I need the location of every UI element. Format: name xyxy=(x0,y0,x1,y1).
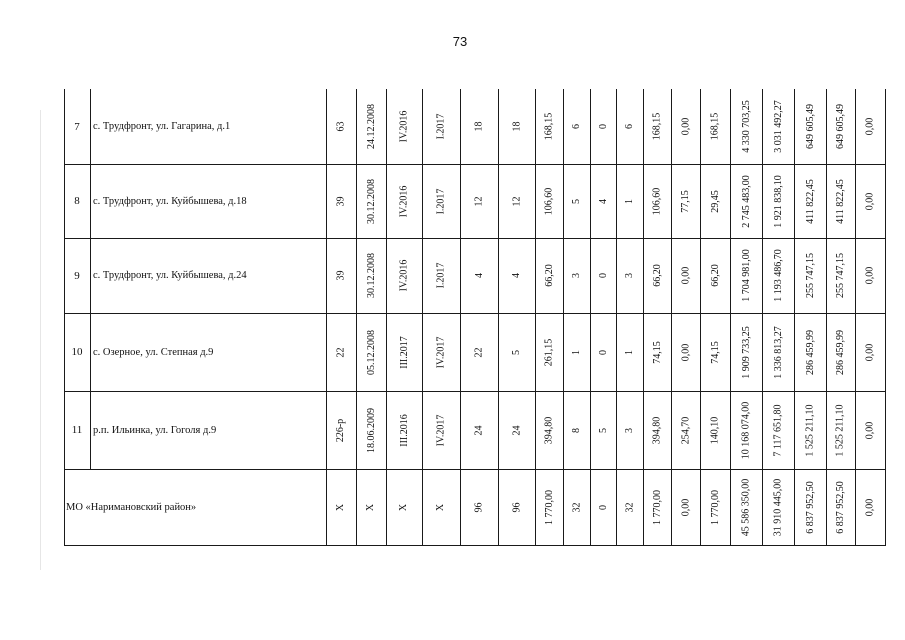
row-value-text: 66,20 xyxy=(651,264,663,287)
row-value xyxy=(855,391,885,469)
row-value xyxy=(422,164,460,238)
row-value xyxy=(563,391,590,469)
row-value xyxy=(700,391,730,469)
row-value xyxy=(422,313,460,391)
row-value-text: 22 xyxy=(473,347,485,357)
row-value-text: 411 822,45 xyxy=(835,178,847,224)
row-value-text: 0,00 xyxy=(680,266,691,285)
row-value xyxy=(730,89,762,164)
row-value-text: IV.2017 xyxy=(435,336,447,368)
row-value-text: 0,00 xyxy=(864,266,876,285)
total-value xyxy=(590,469,616,545)
row-value xyxy=(535,313,563,391)
total-label: МО «Наримановский район» xyxy=(66,501,197,513)
row-address: р.п. Ильинка, ул. Гоголя д.9 xyxy=(93,424,217,436)
row-value xyxy=(422,391,460,469)
row-value-text: 30.12.2008 xyxy=(365,178,377,224)
page-fold-shadow xyxy=(40,110,41,570)
row-value-text: 254,70 xyxy=(680,416,691,444)
total-value xyxy=(762,469,794,545)
row-value-text: 5 xyxy=(571,198,582,204)
row-value xyxy=(460,164,498,238)
row-value xyxy=(326,238,356,313)
row-value-text: 8 xyxy=(571,427,582,433)
total-value xyxy=(356,469,386,545)
row-value xyxy=(356,89,386,164)
row-value-text: 0 xyxy=(597,124,609,129)
row-value xyxy=(498,164,535,238)
row-value xyxy=(498,89,535,164)
row-value-text: I.2017 xyxy=(435,113,447,140)
row-value xyxy=(460,313,498,391)
total-value-text: 0,00 xyxy=(680,498,691,516)
row-value xyxy=(730,391,762,469)
row-value xyxy=(616,313,643,391)
row-value xyxy=(730,238,762,313)
row-value xyxy=(590,313,616,391)
row-value-text: 394,80 xyxy=(651,416,663,444)
total-value-text: X xyxy=(435,503,447,511)
row-value-text: 649 605,49 xyxy=(804,104,816,149)
row-value-text: IV.2016 xyxy=(398,185,410,217)
row-value-text: IV.2016 xyxy=(398,259,410,292)
row-value xyxy=(671,238,700,313)
row-value-text: 2 745 483,00 xyxy=(740,174,752,228)
row-value-text: 1 193 486,70 xyxy=(772,249,784,302)
row-value-text: 24 xyxy=(473,425,485,435)
row-value xyxy=(326,89,356,164)
row-value-text: 05.12.2008 xyxy=(365,329,377,375)
row-value-text: 77,15 xyxy=(680,189,691,213)
row-value xyxy=(460,391,498,469)
total-value xyxy=(563,469,590,545)
total-value-text: 0,00 xyxy=(864,498,876,516)
row-value-text: 3 031 492,27 xyxy=(772,100,784,153)
row-value-text: 1 525 211,10 xyxy=(804,403,816,457)
row-value xyxy=(356,313,386,391)
row-value-text: 168,15 xyxy=(709,112,721,141)
row-value-text: 106,60 xyxy=(651,187,663,215)
total-value-text: 1 770,00 xyxy=(651,489,663,525)
row-value xyxy=(643,238,671,313)
total-value-text: 96 xyxy=(473,502,485,512)
total-value xyxy=(422,469,460,545)
row-value-text: 4 xyxy=(511,273,522,278)
row-value-text: 261,15 xyxy=(543,338,555,366)
total-value xyxy=(386,469,422,545)
row-value-text: 649 605,49 xyxy=(835,104,846,149)
row-address: с. Трудфронт, ул. Куйбышева, д.18 xyxy=(93,195,247,207)
row-value xyxy=(386,89,422,164)
row-value-text: 18.06.2009 xyxy=(365,407,377,453)
row-value-text: 106,60 xyxy=(543,187,555,215)
row-value xyxy=(386,164,422,238)
row-value xyxy=(498,391,535,469)
row-value-text: 3 xyxy=(624,273,635,278)
total-value xyxy=(535,469,563,545)
row-value-text: 4 xyxy=(473,273,485,278)
row-value xyxy=(794,238,826,313)
row-number: 9 xyxy=(74,269,80,282)
row-value xyxy=(535,89,563,164)
row-value xyxy=(794,391,826,469)
row-value-text: 22 xyxy=(335,347,347,357)
row-value xyxy=(762,164,794,238)
row-value xyxy=(356,164,386,238)
row-value-text: 1 704 981,00 xyxy=(740,249,752,302)
row-value xyxy=(326,164,356,238)
row-value-text: 12 xyxy=(473,196,485,206)
row-value xyxy=(700,89,730,164)
row-value xyxy=(671,313,700,391)
row-value-text: 4 330 703,25 xyxy=(740,100,752,153)
total-value xyxy=(643,469,671,545)
row-value xyxy=(535,391,563,469)
row-address: с. Трудфронт, ул. Гагарина, д.1 xyxy=(93,121,231,132)
row-value-text: 1 336 813,27 xyxy=(772,325,784,379)
row-value-text: 255 747,15 xyxy=(835,253,846,298)
row-value-text: 6 xyxy=(571,124,582,129)
row-value-text: I.2017 xyxy=(435,262,447,289)
row-value-text: 394,80 xyxy=(543,416,555,444)
row-value xyxy=(535,164,563,238)
row-value xyxy=(356,391,386,469)
row-value xyxy=(563,164,590,238)
row-value xyxy=(700,238,730,313)
row-value-text: IV.2016 xyxy=(398,110,410,143)
total-value xyxy=(700,469,730,545)
row-value xyxy=(535,238,563,313)
row-value-text: 18 xyxy=(511,121,522,132)
row-value-text: 4 xyxy=(597,198,609,204)
row-value-text: 7 117 651,80 xyxy=(772,403,784,457)
row-value-text: 12 xyxy=(511,196,522,206)
row-value-text: 66,20 xyxy=(543,264,555,287)
total-value-text: X xyxy=(365,503,377,511)
total-value xyxy=(460,469,498,545)
row-value xyxy=(590,164,616,238)
row-value-text: 18 xyxy=(473,121,485,132)
row-value-text: IV.2017 xyxy=(435,414,447,446)
row-value-text: 0 xyxy=(597,349,609,355)
row-number: 7 xyxy=(74,120,80,133)
row-value xyxy=(643,313,671,391)
total-value-text: 1 770,00 xyxy=(543,489,555,525)
row-value-text: 286 459,99 xyxy=(835,329,846,375)
row-value xyxy=(855,164,885,238)
row-value xyxy=(460,238,498,313)
row-value-text: 286 459,99 xyxy=(804,329,816,375)
data-table xyxy=(64,89,885,545)
row-value xyxy=(826,391,855,469)
row-value-text: 1 525 211,10 xyxy=(835,403,847,457)
page-number: 73 xyxy=(452,34,468,49)
row-value-text: 1 921 838,10 xyxy=(772,174,784,228)
row-value xyxy=(671,164,700,238)
total-value xyxy=(326,469,356,545)
total-value-text: 45 586 350,00 xyxy=(740,478,752,536)
row-value xyxy=(616,391,643,469)
row-value xyxy=(616,164,643,238)
row-value-text: 168,15 xyxy=(543,112,555,141)
row-value xyxy=(386,391,422,469)
row-value-text: 66,20 xyxy=(709,264,721,287)
total-value-text: 6 837 952,50 xyxy=(835,480,846,534)
total-value xyxy=(498,469,535,545)
row-value-text: 1 xyxy=(624,198,635,204)
row-value xyxy=(460,89,498,164)
total-value-text: 6 837 952,50 xyxy=(804,480,816,534)
row-value xyxy=(326,391,356,469)
row-value-text: 24 xyxy=(511,425,522,435)
row-value xyxy=(643,391,671,469)
total-value xyxy=(616,469,643,545)
total-value-text: 1 770,00 xyxy=(709,489,721,525)
row-value xyxy=(563,89,590,164)
row-value xyxy=(356,238,386,313)
row-value-text: 140,10 xyxy=(709,416,721,444)
total-value-text: X xyxy=(335,503,347,511)
total-value xyxy=(855,469,885,545)
row-value-text: 168,15 xyxy=(651,112,663,141)
row-value xyxy=(326,313,356,391)
row-value-text: 1 xyxy=(624,349,635,355)
row-value-text: 1 909 733,25 xyxy=(740,325,752,379)
row-value xyxy=(855,238,885,313)
row-value-text: 5 xyxy=(511,349,522,355)
row-value-text: 0,00 xyxy=(864,343,876,361)
row-value-text: 29,45 xyxy=(709,189,721,213)
row-value-text: 74,15 xyxy=(651,340,663,364)
row-value xyxy=(671,391,700,469)
row-value-text: 0,00 xyxy=(864,421,876,439)
row-value xyxy=(762,391,794,469)
row-value-text: 0,00 xyxy=(864,192,876,210)
row-value-text: 39 xyxy=(335,196,347,206)
row-value xyxy=(643,164,671,238)
row-value xyxy=(855,313,885,391)
row-value-text: 255 747,15 xyxy=(804,253,816,298)
row-value xyxy=(386,313,422,391)
total-value xyxy=(794,469,826,545)
row-value xyxy=(590,89,616,164)
row-value xyxy=(762,313,794,391)
row-value xyxy=(590,238,616,313)
row-value xyxy=(671,89,700,164)
row-value-text: 411 822,45 xyxy=(804,178,816,224)
row-value xyxy=(700,313,730,391)
row-value-text: 10 168 074,00 xyxy=(740,401,752,459)
row-address: с. Озерное, ул. Степная д.9 xyxy=(93,346,214,358)
row-value-text: 226-р xyxy=(335,418,347,442)
row-value xyxy=(563,238,590,313)
row-value xyxy=(386,238,422,313)
row-value xyxy=(590,391,616,469)
total-value-text: 32 xyxy=(624,502,635,512)
total-value xyxy=(671,469,700,545)
row-value xyxy=(794,164,826,238)
row-address: с. Трудфронт, ул. Куйбышева, д.24 xyxy=(93,270,247,281)
row-value-text: 63 xyxy=(335,121,347,132)
row-value xyxy=(498,313,535,391)
total-value-text: 0 xyxy=(597,504,609,510)
row-value xyxy=(826,238,855,313)
row-number: 11 xyxy=(71,424,83,436)
row-value-text: III.2017 xyxy=(398,335,410,369)
row-value-text: 0,00 xyxy=(864,117,876,136)
row-value xyxy=(762,89,794,164)
row-value xyxy=(616,238,643,313)
total-value-text: 96 xyxy=(511,502,522,512)
row-value xyxy=(826,313,855,391)
row-value-text: I.2017 xyxy=(435,188,447,214)
row-value-text: 39 xyxy=(335,270,347,281)
total-value xyxy=(730,469,762,545)
row-value xyxy=(563,313,590,391)
row-value xyxy=(826,89,855,164)
row-value xyxy=(422,238,460,313)
row-value-text: 0,00 xyxy=(680,117,691,136)
row-value xyxy=(855,89,885,164)
table-column-border xyxy=(885,89,886,546)
row-value-text: 6 xyxy=(624,124,635,129)
row-value-text: III.2016 xyxy=(398,413,410,447)
total-value-text: 31 910 445,00 xyxy=(772,478,784,536)
row-value-text: 3 xyxy=(624,427,635,433)
row-value xyxy=(730,164,762,238)
row-value xyxy=(643,89,671,164)
row-value-text: 0 xyxy=(597,273,609,278)
row-number: 8 xyxy=(74,195,80,207)
total-value-text: X xyxy=(398,503,410,511)
row-value xyxy=(700,164,730,238)
total-value xyxy=(826,469,855,545)
row-value xyxy=(616,89,643,164)
row-value-text: 0,00 xyxy=(680,343,691,361)
row-value xyxy=(730,313,762,391)
row-value xyxy=(826,164,855,238)
row-value xyxy=(762,238,794,313)
row-value xyxy=(794,89,826,164)
row-value xyxy=(794,313,826,391)
row-value-text: 5 xyxy=(597,427,609,433)
total-value-text: 32 xyxy=(571,502,582,512)
row-value-text: 30.12.2008 xyxy=(365,253,377,298)
row-value-text: 1 xyxy=(571,349,582,355)
row-value xyxy=(422,89,460,164)
row-value-text: 24.12.2008 xyxy=(365,104,377,149)
row-value-text: 74,15 xyxy=(709,340,721,364)
row-value-text: 3 xyxy=(571,273,582,278)
row-number: 10 xyxy=(71,346,83,358)
row-value xyxy=(498,238,535,313)
